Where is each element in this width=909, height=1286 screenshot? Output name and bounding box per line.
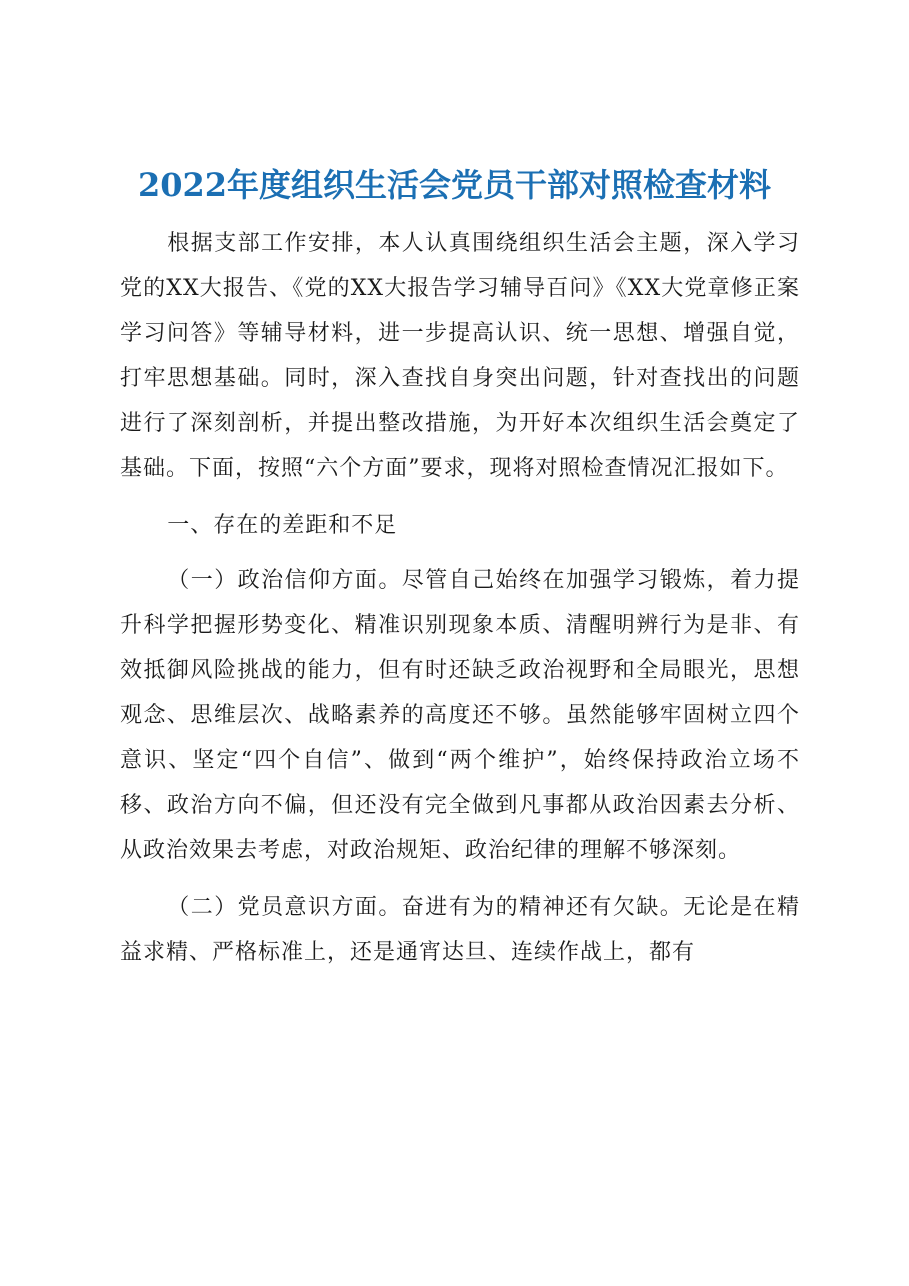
section-paragraph-political-belief: （一）政治信仰方面。尽管自己始终在加强学习锻炼，着力提升科学把握形势变化、精准识别现象本质、清醒明辨行为是非、有效抵御风险挑战的能力，但有时还缺乏政治视野和全局眼光，思想观念、思维层次、战略素养的高度还不够。虽然能够牢固树立四个意识、坚定“四个自信”、做到“两个维护”，始终保持政治立场不移、政治方向不偏，但还没有完全做到凡事都从政治因素去分析、从政治效果去考虑，对政治规矩、政治纪律的理解不够深刻。 (120, 568, 800, 863)
section-paragraph-party-awareness: （二）党员意识方面。奋进有为的精神还有欠缺。无论是在精益求精、严格标准上，还是通宵达旦、连续作战上，都有 (120, 895, 800, 965)
document-title: 2022年度组织生活会党员干部对照检查材料 (137, 166, 772, 204)
intro-paragraph: 根据支部工作安排，本人认真围绕组织生活会主题，深入学习党的XX大报告、《党的XX大报告学习辅导百问》《XX大党章修正案学习问答》等辅导材料，进一步提高认识、统一思想、增强自觉，打牢思想基础。同时，深入查找自身突出问题，针对查找出的问题进行了深刻剖析，并提出整改措施，为开好本次组织生活会奠定了基础。下面，按照“六个方面”要求，现将对照检查情况汇报如下。 (120, 231, 800, 481)
document-body (120, 221, 800, 987)
section-heading: 一、存在的差距和不足 (167, 513, 398, 538)
